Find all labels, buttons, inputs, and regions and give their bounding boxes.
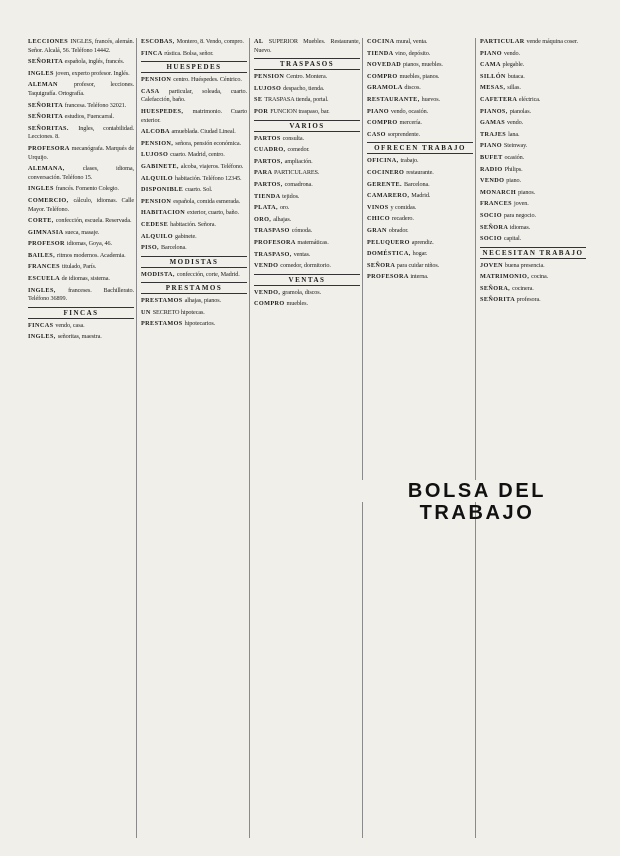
classified-ad: ALEMAN profesor, lecciones. Taquigrafía. Ortografía. <box>28 81 134 97</box>
classified-ad: TRAJES lana. <box>480 130 520 138</box>
classified-ad: COCINERO restaurante. <box>367 168 434 176</box>
classified-ad: AL SUPERIOR Muebles. Restaurante, Nuevo. <box>254 38 360 54</box>
classified-ad: TRASPASO cómoda. <box>254 227 313 235</box>
section-header: FINCAS <box>28 307 134 319</box>
classified-ad: SEÑORA para cuidar niños. <box>367 261 440 269</box>
classified-ad: PIANOS, pianolas. <box>480 107 531 115</box>
section-header: VARIOS <box>254 120 360 132</box>
classified-ad: SEÑORITA estudios, Fuencarral. <box>28 113 114 121</box>
classified-ad: FINCA rústica. Bolsa, señor. <box>141 49 214 57</box>
classified-ad: CUADRO, comedor. <box>254 146 310 154</box>
classified-page <box>28 38 588 838</box>
classified-ad: CASO sorprendente. <box>367 130 420 138</box>
classified-ad: CASA particular, soleada, cuarto. Calefacción, baño. <box>141 87 247 104</box>
classified-ad: RESTAURANTE, huevos. <box>367 95 440 103</box>
classified-ad: DISPONIBLE cuarto. Sol. <box>141 186 213 194</box>
classified-ad: VENDO piano. <box>480 177 521 185</box>
classified-ad: SEÑORITA española, inglés, francés. <box>28 58 125 66</box>
section-header: PRESTAMOS <box>141 282 247 294</box>
classified-ad: ORO, alhajas. <box>254 215 292 223</box>
columns <box>28 38 588 838</box>
classified-ad: SEÑORITA profesora. <box>480 296 541 304</box>
classified-ad: COMERCIO, cálculo, idiomas. Calle Mayor. Teléfono. <box>28 196 134 213</box>
classified-ad: PARTICULAR vende máquina coser. <box>480 38 578 45</box>
classified-ad: LECCIONES INGLES, francés, alemán. Señor. Alcalá, 56. Teléfono 14442. <box>28 38 134 54</box>
classified-ad: ESCUELA de idiomas, sistema. <box>28 275 110 283</box>
classified-ad: ALQUILO gabinete. <box>141 232 197 240</box>
classified-ad: INGLES joven, experto profesor. Inglés. <box>28 69 130 77</box>
classified-ad: SEÑORITAS. Ingles, contabilidad. Lecciones. 8. <box>28 124 135 141</box>
classified-ad: GRAN obrador. <box>367 226 409 234</box>
classified-ad: BUFET ocasión. <box>480 153 525 161</box>
classified-ad: PROFESORA mecanógrafa. Marqués de Urquijo. <box>28 144 134 161</box>
classified-ad: COCINA mural, venta. <box>367 38 428 45</box>
classified-ad: SOCIO para negocio. <box>480 211 536 219</box>
classified-ad: CORTE, confección, escuela. Reservada. <box>28 217 132 225</box>
classified-ad: TIENDA vino, depósito. <box>367 49 431 57</box>
classified-ad: FRANCES titulado, París. <box>28 263 97 271</box>
classified-ad: TRASPASO, ventas. <box>254 250 311 258</box>
section-header: TRASPASOS <box>254 58 360 70</box>
section-header: NECESITAN TRABAJO <box>480 247 586 259</box>
classified-ad: LUJOSO cuarto. Madrid, centro. <box>141 151 225 159</box>
classified-ad: VENDO, gramola, discos. <box>254 288 322 296</box>
classified-ad: CAMA plegable. <box>480 61 525 69</box>
classified-ad: FINCAS vendo, casa. <box>28 321 85 329</box>
classified-ad: PISO, Barcelona. <box>141 244 187 252</box>
classified-ad: MONARCH pianos. <box>480 188 536 196</box>
classified-ad: HABITACION exterior, cuarto, baño. <box>141 209 239 217</box>
classified-ad: ALEMANA, clases, idioma, conversación. Teléfono 15. <box>28 165 134 181</box>
classified-ad: PARTOS consulta. <box>254 134 304 142</box>
classified-ad: PRESTAMOS hipotecarios. <box>141 320 216 328</box>
classified-ad: INGLES, franceses. Bachillerato. Teléfono 36899. <box>28 286 134 303</box>
classified-ad: MESAS, sillas. <box>480 84 521 92</box>
classified-ad: ALCOBA amueblada. Ciudad Lineal. <box>141 128 236 136</box>
classified-ad: PIANO vendo, ocasión. <box>367 107 429 115</box>
classified-ad: GABINETE, alcoba, viajeros. Teléfono. <box>141 162 244 170</box>
column-4 <box>367 38 476 838</box>
classified-ad: SEÑORITA francesa. Teléfono 32021. <box>28 101 127 109</box>
classified-ad: PROFESORA matemáticas. <box>254 238 329 246</box>
classified-ad: VENDO comedor, dormitorio. <box>254 262 331 270</box>
classified-ad: COMPRO muebles. <box>254 300 308 308</box>
classified-ad: PROFESOR idiomas, Goya, 46. <box>28 240 112 248</box>
classified-ad: NOVEDAD pianos, muebles. <box>367 61 443 69</box>
column-2 <box>141 38 250 838</box>
classified-ad: PIANO vendo. <box>480 49 520 57</box>
classified-ad: SE TRASPASA tienda, portal. <box>254 96 329 104</box>
classified-ad: GIMNASIA sueca, masaje. <box>28 228 100 236</box>
column-5 <box>480 38 588 838</box>
classified-ad: PENSION, señora, pensión económica. <box>141 139 241 147</box>
column-3 <box>254 38 363 838</box>
classified-ad: POR FUNCION traspaso, bar. <box>254 107 330 115</box>
classified-ad: COMPRO muebles, pianos. <box>367 72 440 80</box>
classified-ad: LUJOSO despacho, tienda. <box>254 84 325 92</box>
classified-ad: SOCIO capital. <box>480 235 522 243</box>
classified-ad: COMPRO mercería. <box>367 119 422 127</box>
classified-ad: CAMARERO, Madrid. <box>367 192 431 200</box>
classified-ad: PIANO Steinway. <box>480 142 528 150</box>
section-header: OFRECEN TRABAJO <box>367 142 473 154</box>
classified-ad: ESCOBAS, Montero, 8. Vendo, compro. <box>141 38 244 45</box>
classified-ad: CHICO recadero. <box>367 215 414 223</box>
classified-ad: OFICINA, trabajo. <box>367 157 419 165</box>
classified-ad: TIENDA tejidos. <box>254 192 300 200</box>
classified-ad: PELUQUERO aprendiz. <box>367 238 434 246</box>
classified-ad: GRAMOLA discos. <box>367 84 421 92</box>
classified-ad: MODISTA, confección, corte, Madrid. <box>141 270 240 278</box>
classified-ad: JOVEN buena presencia. <box>480 261 545 269</box>
classified-ad: MATRIMONIO, cocina. <box>480 273 549 281</box>
classified-ad: PENSION Centro. Montera. <box>254 73 328 81</box>
classified-ad: BAILES, ritmos modernos. Academia. <box>28 251 126 259</box>
classified-ad: SEÑORA idiomas. <box>480 223 531 231</box>
classified-ad: PENSION española, comida esmerada. <box>141 197 241 205</box>
classified-ad: PARTOS, ampliación. <box>254 157 313 165</box>
classified-ad: HUESPEDES, matrimonio. Cuarto exterior. <box>141 107 247 124</box>
classified-ad: INGLES francés. Fomento Colegio. <box>28 185 119 193</box>
classified-ad: SEÑORA, cocinera. <box>480 284 534 292</box>
classified-ad: INGLES, señoritas, maestra. <box>28 333 102 341</box>
column-1 <box>28 38 137 838</box>
classified-ad: FRANCES joven. <box>480 200 529 208</box>
classified-ad: UN SECRETO hipotecas. <box>141 308 205 316</box>
classified-ad: GERENTE. Barcelona. <box>367 180 430 188</box>
classified-ad: VINOS y comidas. <box>367 203 417 211</box>
classified-ad: SILLÓN butaca. <box>480 72 525 80</box>
classified-ad: PENSION centro. Huéspedes. Céntrico. <box>141 76 242 84</box>
classified-ad: GAMAS vendo. <box>480 119 524 127</box>
classified-ad: CEDESE habitación. Señora. <box>141 220 216 228</box>
classified-ad: PROFESORA interna. <box>367 273 429 281</box>
classified-ad: RADIO Philips. <box>480 165 523 173</box>
classified-ad: PARTOS, comadrona. <box>254 180 313 188</box>
section-header: MODISTAS <box>141 256 247 268</box>
bolsa-del-trabajo-banner: BOLSA DEL TRABAJO <box>361 480 593 502</box>
classified-ad: CAFETERA eléctrica. <box>480 95 541 103</box>
classified-ad: DOMÉSTICA, hogar. <box>367 250 428 258</box>
classified-ad: ALQUILO habitación. Teléfono 12345. <box>141 174 242 182</box>
classified-ad: PARA PARTICULARES. <box>254 169 320 177</box>
classified-ad: PLATA, oro. <box>254 204 290 212</box>
section-header: VENTAS <box>254 274 360 286</box>
classified-ad: PRESTAMOS alhajas, pianos. <box>141 297 221 305</box>
section-header: HUESPEDES <box>141 61 247 73</box>
